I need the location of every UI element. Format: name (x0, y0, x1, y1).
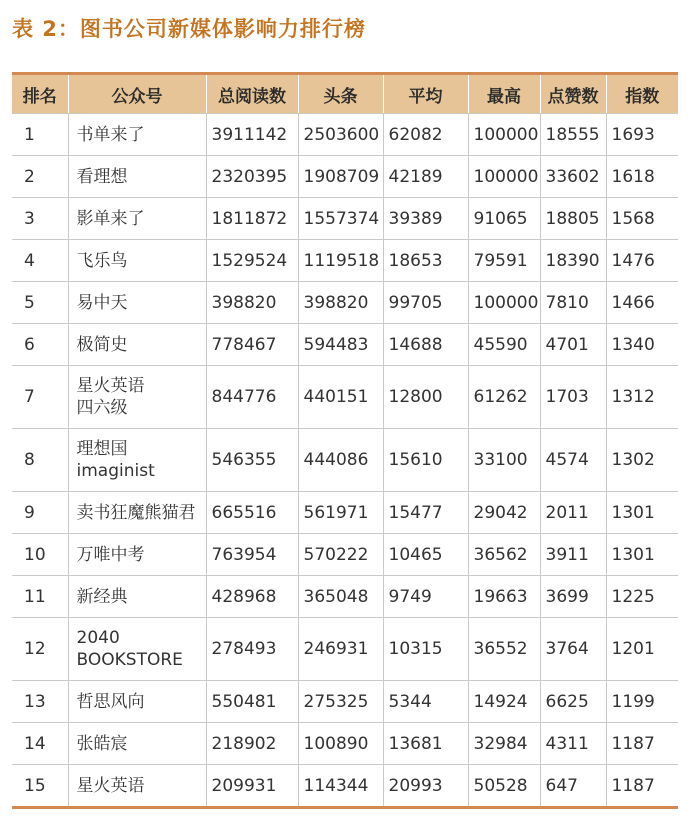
cell-total-reads: 844776 (206, 366, 298, 429)
cell-rank: 8 (12, 429, 68, 492)
cell-account (68, 114, 206, 156)
cell-likes: 4701 (540, 324, 606, 366)
table-row (12, 765, 678, 808)
cell-likes: 3764 (540, 618, 606, 681)
account-name-line1: 2040 (76, 628, 120, 648)
table-row (12, 618, 678, 681)
table-row (12, 366, 678, 429)
cell-likes: 33602 (540, 156, 606, 198)
cell-total-reads: 209931 (206, 765, 298, 808)
cell-average: 18653 (383, 240, 468, 282)
cell-likes: 4311 (540, 723, 606, 765)
cell-likes: 647 (540, 765, 606, 808)
account-name-line1: 星火英语 (76, 376, 145, 396)
account-name: 星火英语 (76, 775, 145, 796)
cell-max: 100000 (468, 114, 540, 156)
table-row (12, 723, 678, 765)
account-name: 书单来了 (76, 124, 145, 145)
table-row (12, 282, 678, 324)
cell-max: 61262 (468, 366, 540, 429)
cell-index: 1476 (606, 240, 678, 282)
cell-account (68, 429, 206, 492)
cell-max: 79591 (468, 240, 540, 282)
cell-total-reads: 3911142 (206, 114, 298, 156)
cell-rank: 5 (12, 282, 68, 324)
account-name: 飞乐鸟 (76, 250, 128, 271)
cell-average: 39389 (383, 198, 468, 240)
cell-headline: 365048 (298, 576, 383, 618)
cell-rank: 4 (12, 240, 68, 282)
table-row (12, 240, 678, 282)
cell-likes: 4574 (540, 429, 606, 492)
cell-max: 33100 (468, 429, 540, 492)
cell-total-reads: 550481 (206, 681, 298, 723)
header-total-reads: 总阅读数 (206, 75, 298, 114)
header-rank: 排名 (12, 75, 68, 114)
table-row (12, 576, 678, 618)
account-name: 万唯中考 (76, 544, 145, 565)
account-name: 哲思风向 (76, 691, 145, 712)
cell-average: 10465 (383, 534, 468, 576)
account-name-line2: 四六级 (76, 398, 128, 418)
cell-average: 15610 (383, 429, 468, 492)
cell-headline: 398820 (298, 282, 383, 324)
table-row (12, 324, 678, 366)
cell-rank: 1 (12, 114, 68, 156)
account-name-line2: BOOKSTORE (76, 650, 183, 670)
cell-likes: 3911 (540, 534, 606, 576)
table-row (12, 429, 678, 492)
cell-max: 29042 (468, 492, 540, 534)
cell-account (68, 765, 206, 808)
cell-max: 36552 (468, 618, 540, 681)
cell-average: 62082 (383, 114, 468, 156)
header-average: 平均 (383, 75, 468, 114)
cell-rank: 12 (12, 618, 68, 681)
cell-max: 50528 (468, 765, 540, 808)
cell-index: 1187 (606, 765, 678, 808)
table-row (12, 198, 678, 240)
cell-total-reads: 763954 (206, 534, 298, 576)
header-headline: 头条 (298, 75, 383, 114)
header-account: 公众号 (68, 75, 206, 114)
cell-max: 19663 (468, 576, 540, 618)
cell-total-reads: 398820 (206, 282, 298, 324)
cell-account (68, 198, 206, 240)
cell-total-reads: 218902 (206, 723, 298, 765)
cell-headline: 1557374 (298, 198, 383, 240)
cell-max: 100000 (468, 282, 540, 324)
ranking-table (12, 75, 678, 809)
cell-likes: 18805 (540, 198, 606, 240)
cell-headline: 1119518 (298, 240, 383, 282)
cell-account (68, 240, 206, 282)
cell-likes: 2011 (540, 492, 606, 534)
cell-rank: 2 (12, 156, 68, 198)
table-row (12, 156, 678, 198)
header-likes: 点赞数 (540, 75, 606, 114)
cell-total-reads: 1811872 (206, 198, 298, 240)
cell-account (68, 324, 206, 366)
table-title: 表 2：图书公司新媒体影响力排行榜 (12, 17, 366, 41)
account-name: 卖书狂魔熊猫君 (76, 502, 196, 523)
cell-average: 9749 (383, 576, 468, 618)
cell-average: 20993 (383, 765, 468, 808)
cell-headline: 594483 (298, 324, 383, 366)
table-row (12, 681, 678, 723)
cell-index: 1187 (606, 723, 678, 765)
cell-max: 100000 (468, 156, 540, 198)
account-name-line2: imaginist (76, 461, 155, 481)
cell-average: 42189 (383, 156, 468, 198)
table-row (12, 492, 678, 534)
cell-index: 1301 (606, 492, 678, 534)
cell-account (68, 492, 206, 534)
cell-likes: 3699 (540, 576, 606, 618)
cell-average: 15477 (383, 492, 468, 534)
cell-average: 10315 (383, 618, 468, 681)
cell-max: 91065 (468, 198, 540, 240)
account-name-line1: 理想国 (76, 439, 128, 459)
cell-index: 1301 (606, 534, 678, 576)
cell-headline: 561971 (298, 492, 383, 534)
cell-total-reads: 546355 (206, 429, 298, 492)
cell-index: 1466 (606, 282, 678, 324)
header-max: 最高 (468, 75, 540, 114)
cell-account (68, 534, 206, 576)
cell-likes: 18555 (540, 114, 606, 156)
cell-total-reads: 278493 (206, 618, 298, 681)
cell-rank: 15 (12, 765, 68, 808)
cell-likes: 7810 (540, 282, 606, 324)
cell-likes: 18390 (540, 240, 606, 282)
table-row (12, 114, 678, 156)
cell-max: 45590 (468, 324, 540, 366)
account-name: 新经典 (76, 586, 128, 607)
cell-rank: 13 (12, 681, 68, 723)
cell-headline: 246931 (298, 618, 383, 681)
cell-total-reads: 778467 (206, 324, 298, 366)
cell-index: 1312 (606, 366, 678, 429)
header-index: 指数 (606, 75, 678, 114)
cell-headline: 100890 (298, 723, 383, 765)
cell-headline: 114344 (298, 765, 383, 808)
cell-account (68, 156, 206, 198)
cell-rank: 11 (12, 576, 68, 618)
account-name: 看理想 (76, 166, 128, 187)
cell-index: 1618 (606, 156, 678, 198)
cell-average: 13681 (383, 723, 468, 765)
cell-index: 1201 (606, 618, 678, 681)
cell-account (68, 681, 206, 723)
cell-headline: 2503600 (298, 114, 383, 156)
account-name: 影单来了 (76, 208, 145, 229)
cell-total-reads: 2320395 (206, 156, 298, 198)
cell-rank: 9 (12, 492, 68, 534)
cell-index: 1199 (606, 681, 678, 723)
cell-average: 12800 (383, 366, 468, 429)
cell-account (68, 576, 206, 618)
account-name: 极简史 (76, 334, 128, 355)
account-name: 张皓宸 (76, 733, 128, 754)
cell-max: 32984 (468, 723, 540, 765)
cell-rank: 3 (12, 198, 68, 240)
cell-index: 1568 (606, 198, 678, 240)
cell-account (68, 618, 206, 681)
cell-account (68, 723, 206, 765)
cell-likes: 6625 (540, 681, 606, 723)
cell-headline: 444086 (298, 429, 383, 492)
cell-index: 1693 (606, 114, 678, 156)
cell-headline: 1908709 (298, 156, 383, 198)
cell-headline: 570222 (298, 534, 383, 576)
cell-headline: 440151 (298, 366, 383, 429)
cell-headline: 275325 (298, 681, 383, 723)
cell-index: 1225 (606, 576, 678, 618)
account-name: 易中天 (76, 292, 128, 313)
cell-max: 36562 (468, 534, 540, 576)
cell-total-reads: 428968 (206, 576, 298, 618)
cell-rank: 14 (12, 723, 68, 765)
cell-total-reads: 1529524 (206, 240, 298, 282)
cell-rank: 7 (12, 366, 68, 429)
table-row (12, 534, 678, 576)
cell-likes: 1703 (540, 366, 606, 429)
cell-index: 1340 (606, 324, 678, 366)
cell-rank: 10 (12, 534, 68, 576)
cell-total-reads: 665516 (206, 492, 298, 534)
cell-account (68, 282, 206, 324)
cell-average: 5344 (383, 681, 468, 723)
header-row (12, 75, 678, 114)
cell-account (68, 366, 206, 429)
cell-index: 1302 (606, 429, 678, 492)
cell-max: 14924 (468, 681, 540, 723)
cell-average: 99705 (383, 282, 468, 324)
cell-average: 14688 (383, 324, 468, 366)
cell-rank: 6 (12, 324, 68, 366)
